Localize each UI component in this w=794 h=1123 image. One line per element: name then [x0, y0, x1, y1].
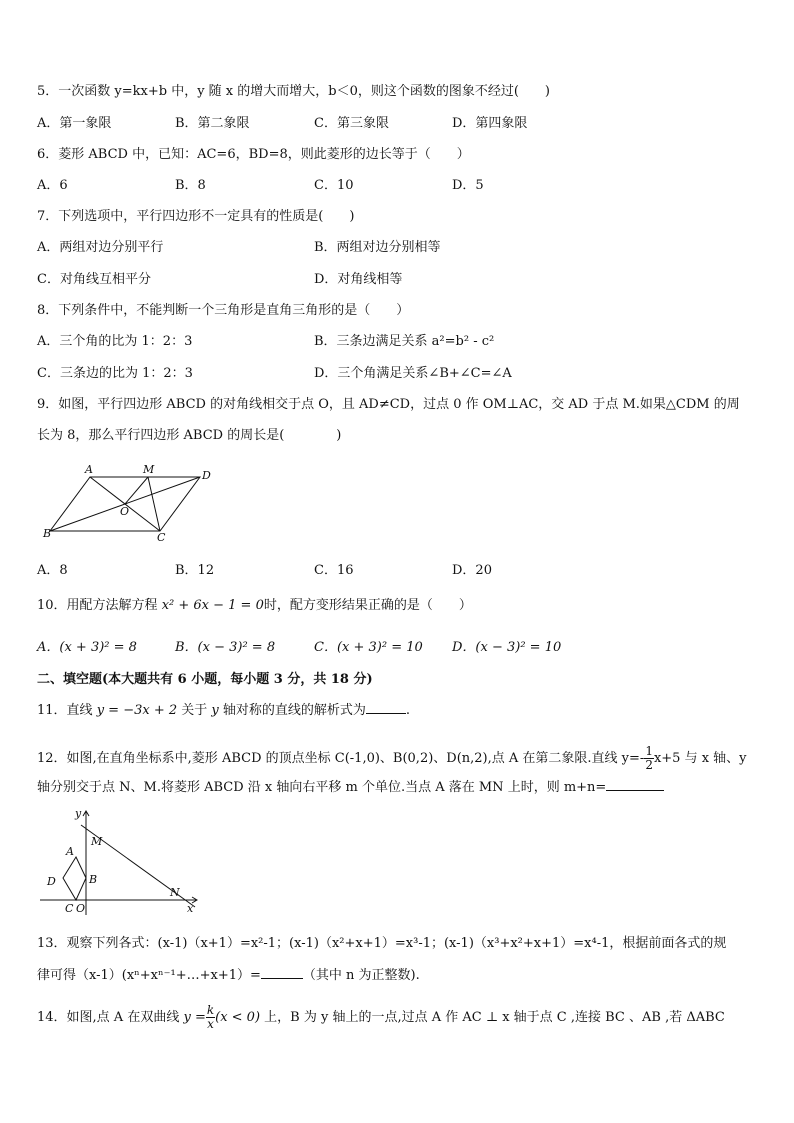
q14-condition: (x < 0) — [215, 1010, 261, 1025]
q11-suffix: 轴对称的直线的解析式为 — [218, 703, 366, 718]
label-n: N — [170, 886, 180, 899]
label-d: D — [47, 875, 56, 888]
label-c: C — [65, 902, 74, 915]
q11-middle: 关于 — [177, 703, 212, 718]
q11-answer-blank[interactable] — [366, 713, 406, 714]
label-a: A — [66, 845, 74, 858]
q7-stem: 7．下列选项中，平行四边形不一定具有的性质是( ) — [37, 209, 355, 224]
q9-option-a: A．8 — [37, 563, 68, 578]
q14-stem — [37, 1004, 725, 1031]
rhombus-abcd — [63, 857, 86, 900]
q6-option-b: B．8 — [175, 178, 206, 193]
label-o: O — [76, 902, 86, 915]
q11-prefix: 11．直线 — [37, 703, 97, 718]
q6-option-c: C．10 — [314, 178, 354, 193]
q12-line1 — [37, 745, 747, 772]
label-c: C — [157, 531, 166, 544]
q7-option-c: C．对角线互相平分 — [37, 272, 151, 287]
q5-stem: 5．一次函数 y=kx+b 中，y 随 x 的增大而增大，b＜0，则这个函数的图象不经过( ) — [37, 84, 551, 99]
q10-option-c: C．(x + 3)² = 10 — [314, 640, 423, 655]
q12-line1-suffix: x+5 与 x 轴、y — [653, 751, 747, 766]
q14-prefix: 14．如图,点 A 在双曲线 — [37, 1010, 184, 1025]
q12-coordinate-figure — [35, 805, 205, 917]
q7-option-a: A．两组对边分别平行 — [37, 240, 164, 255]
q13-answer-blank[interactable] — [261, 978, 303, 979]
q12-answer-blank[interactable] — [606, 790, 664, 791]
section-2-title: 二、填空题(本大题共有 6 小题，每小题 3 分，共 18 分) — [37, 672, 373, 687]
q11-equation: y = −3x + 2 — [96, 703, 178, 718]
q10-option-d: D．(x − 3)² = 10 — [452, 640, 562, 655]
q5-option-a: A．第一象限 — [37, 116, 112, 131]
q12-line2 — [37, 780, 664, 796]
q13-line2-suffix: （其中 n 为正整数). — [302, 968, 420, 983]
q14-frac-den: x — [207, 1017, 214, 1031]
q14-fraction — [206, 1004, 215, 1031]
q9-parallelogram-figure — [40, 460, 220, 545]
label-d: D — [202, 469, 211, 482]
q8-option-d: D．三个角满足关系∠B+∠C=∠A — [314, 366, 512, 381]
q10-suffix: 时，配方变形结果正确的是（ ） — [263, 598, 472, 613]
q9-option-b: B．12 — [175, 563, 215, 578]
label-b: B — [89, 873, 98, 886]
q8-stem: 8．下列条件中，不能判断一个三角形是直角三角形的是（ ） — [37, 303, 410, 318]
q12-line1-prefix: 12．如图,在直角坐标系中,菱形 ABCD 的顶点坐标 C(-1,0)、B(0,2)、D(n,2),点 A 在第二象限.直线 y=- — [37, 751, 645, 766]
label-y: y — [75, 807, 82, 820]
q14-y-eq: y = — [183, 1010, 206, 1025]
label-m: M — [143, 463, 155, 476]
q10-option-b: B．(x − 3)² = 8 — [175, 640, 276, 655]
q11-end: . — [405, 703, 411, 718]
q5-option-b: B．第二象限 — [175, 116, 250, 131]
q14-suffix: 上，B 为 y 轴上的一点,过点 A 作 AC ⊥ x 轴于点 C ,连接 BC 、AB ,若 ΔABC — [260, 1010, 725, 1025]
q12-frac-num: 1 — [645, 744, 653, 758]
q7-option-b: B．两组对边分别相等 — [314, 240, 441, 255]
q9-stem-line1: 9．如图，平行四边形 ABCD 的对角线相交于点 O，且 AD≠CD，过点 0 作 OM⊥AC，交 AD 于点 M.如果△CDM 的周 — [37, 397, 740, 412]
q12-line2-text: 轴分别交于点 N、M.将菱形 ABCD 沿 x 轴向右平移 m 个单位.当点 A 落在 MN 上时，则 m+n= — [37, 780, 607, 795]
label-x: x — [187, 902, 194, 915]
q6-option-d: D．5 — [452, 178, 484, 193]
label-m: M — [91, 835, 103, 848]
q7-option-d: D．对角线相等 — [314, 272, 403, 287]
q5-option-c: C．第三象限 — [314, 116, 389, 131]
q10-prefix: 10．用配方法解方程 — [37, 598, 162, 613]
q13-line2-prefix: 律可得（x-1）(xⁿ+xⁿ⁻¹+…+x+1）= — [37, 968, 261, 983]
q9-option-c: C．16 — [314, 563, 354, 578]
q11-stem — [37, 703, 410, 719]
q10-equation: x² + 6x − 1 = 0 — [161, 598, 264, 613]
q6-option-a: A．6 — [37, 178, 68, 193]
label-a: A — [85, 463, 93, 476]
q10-option-a: A．(x + 3)² = 8 — [37, 640, 137, 655]
q8-option-c: C．三条边的比为 1：2：3 — [37, 366, 193, 381]
q9-option-d: D．20 — [452, 563, 492, 578]
label-b: B — [43, 527, 52, 540]
q13-line2 — [37, 968, 420, 984]
q8-option-a: A．三个角的比为 1：2：3 — [37, 334, 193, 349]
q8-option-b: B．三条边满足关系 a²=b² - c² — [314, 334, 495, 349]
q12-fraction — [644, 745, 654, 772]
q13-line1: 13．观察下列各式：(x-1)（x+1）=x²-1；(x-1)（x²+x+1）=x³-1；(x-1)（x³+x²+x+1）=x⁴-1，根据前面各式的规 — [37, 936, 727, 951]
label-o: O — [120, 505, 130, 518]
q14-frac-num: k — [206, 1003, 215, 1017]
q12-frac-den: 2 — [645, 758, 653, 772]
q10-stem — [37, 598, 472, 614]
q6-stem: 6．菱形 ABCD 中，已知：AC=6，BD=8，则此菱形的边长等于（ ） — [37, 147, 470, 162]
q5-option-d: D．第四象限 — [452, 116, 528, 131]
q11-axis-var: y — [211, 703, 219, 718]
q9-stem-line2: 长为 8，那么平行四边形 ABCD 的周长是( ) — [37, 428, 342, 443]
